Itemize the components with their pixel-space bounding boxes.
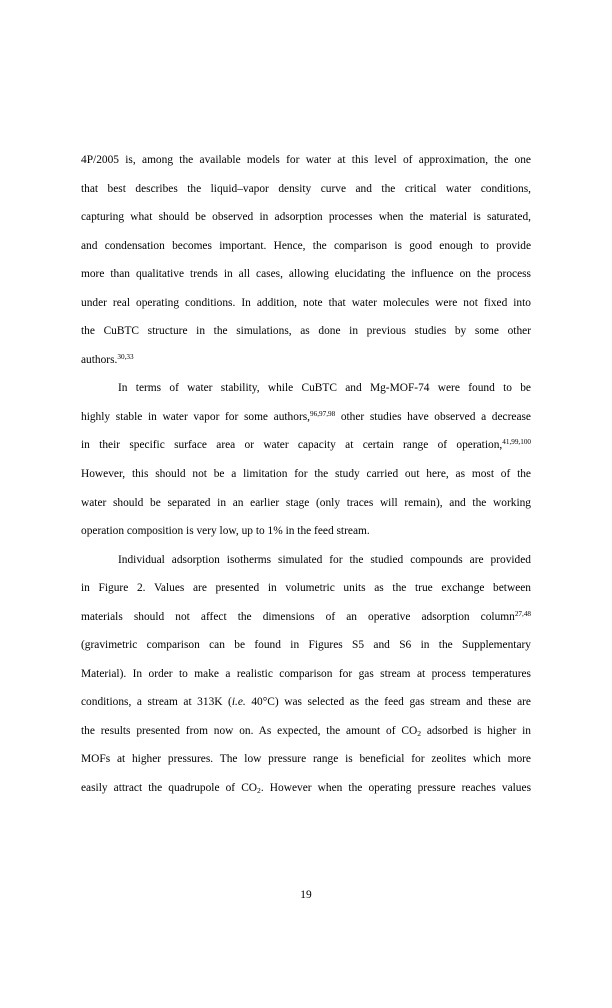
text-run: that best describes the liquid–vapor density curve and the critical water conditions, (81, 182, 531, 195)
paragraph (81, 146, 531, 374)
text-run: the CuBTC structure in the simulations, as done in previous studies by some other (81, 325, 531, 338)
text-run: under real operating conditions. In addition, note that water molecules were not fixed into (81, 296, 531, 309)
text-run: and condensation becomes important. Hence, the comparison is good enough to provide (81, 239, 531, 252)
text-line (81, 203, 531, 232)
subscript: 2 (257, 786, 261, 796)
text-line (81, 603, 531, 632)
body-text (81, 146, 531, 803)
paragraph (81, 374, 531, 545)
text-run: capturing what should be observed in adsorption processes when the material is saturated, (81, 211, 531, 224)
page-number: 19 (300, 889, 312, 901)
text-run: However, this should not be a limitation for the study carried out here, as most of the (81, 468, 531, 481)
citation-superscript: 30,33 (117, 352, 134, 361)
text-line (81, 717, 531, 746)
italic-text: i.e. (231, 696, 246, 709)
citation-superscript: 41,99,100 (502, 438, 531, 447)
text-run: easily attract the quadrupole of CO (81, 782, 258, 795)
text-line (81, 175, 531, 204)
text-line (81, 460, 531, 489)
text-run: Material). In order to make a realistic comparison for gas stream at process temperatures (81, 667, 531, 680)
text-run: . However when the operating pressure reaches values (260, 782, 531, 795)
text-line (81, 317, 531, 346)
text-run: water should be separated in an earlier stage (only traces will remain), and the working (81, 496, 531, 509)
text-run: adsorbed is higher in (420, 724, 531, 737)
text-line (81, 289, 531, 318)
paragraph (81, 546, 531, 803)
text-run: Individual adsorption isotherms simulated for the studied compounds are provided (118, 553, 531, 566)
subscript: 2 (417, 728, 421, 738)
text-line (81, 146, 531, 175)
text-run: 40°C) was selected as the feed gas stream and these are (245, 696, 531, 709)
text-line (81, 346, 531, 375)
text-line (81, 403, 531, 432)
text-run: conditions, a stream at 313K ( (81, 696, 232, 709)
text-line (81, 774, 531, 803)
text-line (81, 546, 531, 575)
text-run: MOFs at higher pressures. The low pressure range is beneficial for zeolites which more (81, 753, 531, 766)
text-run: In terms of water stability, while CuBTC and Mg-MOF-74 were found to be (118, 382, 531, 395)
text-line (81, 574, 531, 603)
text-run: highly stable in water vapor for some authors, (81, 410, 311, 423)
text-run: (gravimetric comparison can be found in Figures S5 and S6 in the Supplementary (81, 639, 531, 652)
text-run: operation composition is very low, up to 1% in the feed stream. (81, 525, 370, 538)
text-line (81, 517, 531, 546)
text-line (81, 660, 531, 689)
text-line (81, 232, 531, 261)
text-run: in their specific surface area or water capacity at certain range of operation, (81, 439, 503, 452)
text-run: other studies have observed a decrease (335, 410, 531, 423)
text-line (81, 688, 531, 717)
text-run: authors. (81, 353, 118, 366)
text-run: in Figure 2. Values are presented in volumetric units as the true exchange between (81, 582, 531, 595)
text-line (81, 489, 531, 518)
text-run: materials should not affect the dimensions of an operative adsorption column (81, 610, 515, 623)
citation-superscript: 96,97,98 (310, 409, 336, 418)
text-run: 4P/2005 is, among the available models for water at this level of approximation, the one (81, 154, 531, 166)
text-line (81, 260, 531, 289)
text-line (81, 431, 531, 460)
text-line (81, 631, 531, 660)
text-line (81, 745, 531, 774)
text-run: the results presented from now on. As expected, the amount of CO (81, 724, 418, 737)
text-line (81, 374, 531, 403)
citation-superscript: 27,48 (514, 609, 531, 618)
text-run: more than qualitative trends in all cases, allowing elucidating the influence on the process (81, 268, 531, 281)
